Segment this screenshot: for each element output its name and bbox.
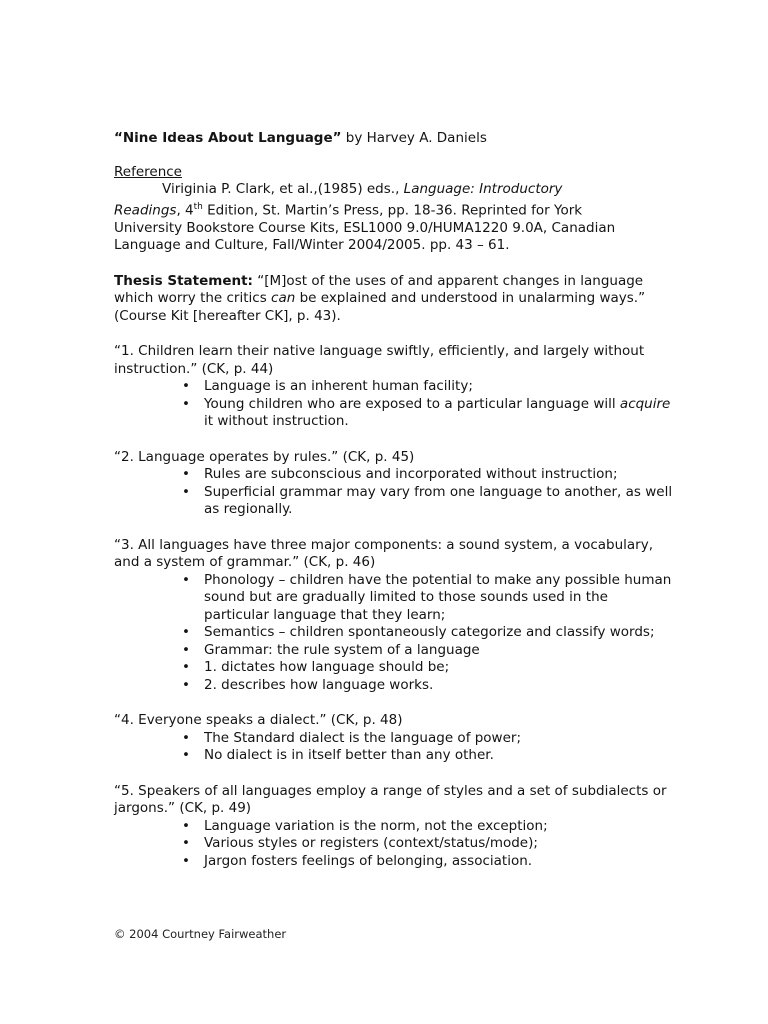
list-item: • The Standard dialect is the language of power;: [204, 730, 674, 748]
list-item: • Phonology – children have the potential to make any possible human sound but are gradually limited to those sounds used in the particular language that they learn;: [204, 572, 674, 625]
list-item: [204, 396, 674, 431]
thesis-statement: [114, 273, 674, 326]
list-item: • 2. describes how language works.: [204, 677, 674, 695]
idea-heading: “1. Children learn their native language swiftly, efficiently, and largely without instruction.” (CK, p. 44): [114, 343, 645, 377]
idea-heading: “5. Speakers of all languages employ a range of styles and a set of subdialects or jargons.” (CK, p. 49): [114, 782, 667, 816]
list-item: • 1. dictates how language should be;: [204, 659, 674, 677]
copyright-footer: © 2004 Courtney Fairweather: [114, 927, 287, 941]
reference-line-2: [114, 199, 674, 220]
reference-authors: Viriginia P. Clark, et al.,(1985) eds.,: [162, 181, 404, 197]
list-item-text: Young children who are exposed to a particular language will: [204, 395, 620, 412]
title-bold: “Nine Ideas About Language”: [114, 130, 342, 146]
title-author: by Harvey A. Daniels: [341, 130, 487, 146]
reference-book-title-cont: Readings: [114, 202, 177, 218]
list-item: • Rules are subconscious and incorporated without instruction;: [204, 466, 674, 484]
list-item: • Semantics – children spontaneously categorize and classify words;: [204, 624, 674, 642]
idea-heading: “3. All languages have three major components: a sound system, a vocabulary, and a system of grammar.” (CK, p. 46): [114, 536, 654, 570]
bullet-list: [114, 730, 674, 765]
idea-section: [114, 712, 674, 765]
bullet-list: [114, 818, 674, 871]
idea-section: [114, 449, 674, 519]
thesis-label: Thesis Statement:: [114, 272, 253, 289]
reference-line-4: Language and Culture, Fall/Winter 2004/2005. pp. 43 – 61.: [114, 237, 510, 253]
thesis-text: “[M]ost of the uses of and apparent changes in language which worry the critics: [114, 272, 644, 306]
idea-heading: “2. Language operates by rules.” (CK, p. 45): [114, 448, 415, 465]
idea-section: [114, 343, 674, 431]
reference-heading: Reference: [114, 163, 182, 180]
thesis-emphasis: can: [271, 290, 296, 306]
bullet-list: [114, 572, 674, 695]
bullet-list: [114, 378, 674, 431]
reference-line-3: University Bookstore Course Kits, ESL1000 9.0/HUMA1220 9.0A, Canadian: [114, 219, 616, 236]
reference-book-title: Language: Introductory: [403, 181, 563, 197]
document-title: [114, 130, 674, 148]
idea-section: [114, 537, 674, 695]
list-item: • Various styles or registers (context/status/mode);: [204, 835, 674, 853]
list-item: • Language variation is the norm, not the exception;: [204, 818, 674, 836]
thesis-text-end: be explained and understood in unalarming ways.” (Course Kit [hereafter CK], p. 43).: [114, 290, 646, 324]
reference-body: [114, 181, 674, 255]
list-item-text-end: it without instruction.: [204, 413, 349, 429]
list-item: • Grammar: the rule system of a language: [204, 642, 674, 660]
document-page: [114, 130, 674, 888]
reference-publisher: Edition, St. Martin’s Press, pp. 18-36. Reprinted for York: [202, 202, 583, 218]
list-item-emphasis: acquire: [619, 395, 671, 412]
reference-edition-sup: th: [193, 201, 203, 212]
reference-line-1: [114, 181, 674, 199]
list-item: • Language is an inherent human facility;: [204, 378, 674, 396]
reference-edition: , 4: [176, 202, 194, 218]
list-item: • Jargon fosters feelings of belonging, association.: [204, 853, 674, 871]
list-item: • No dialect is in itself better than any other.: [204, 747, 674, 765]
idea-heading: “4. Everyone speaks a dialect.” (CK, p. 48): [114, 712, 403, 728]
bullet-list: [114, 466, 674, 519]
list-item: • Superficial grammar may vary from one language to another, as well as regionally.: [204, 484, 674, 519]
idea-section: [114, 783, 674, 871]
